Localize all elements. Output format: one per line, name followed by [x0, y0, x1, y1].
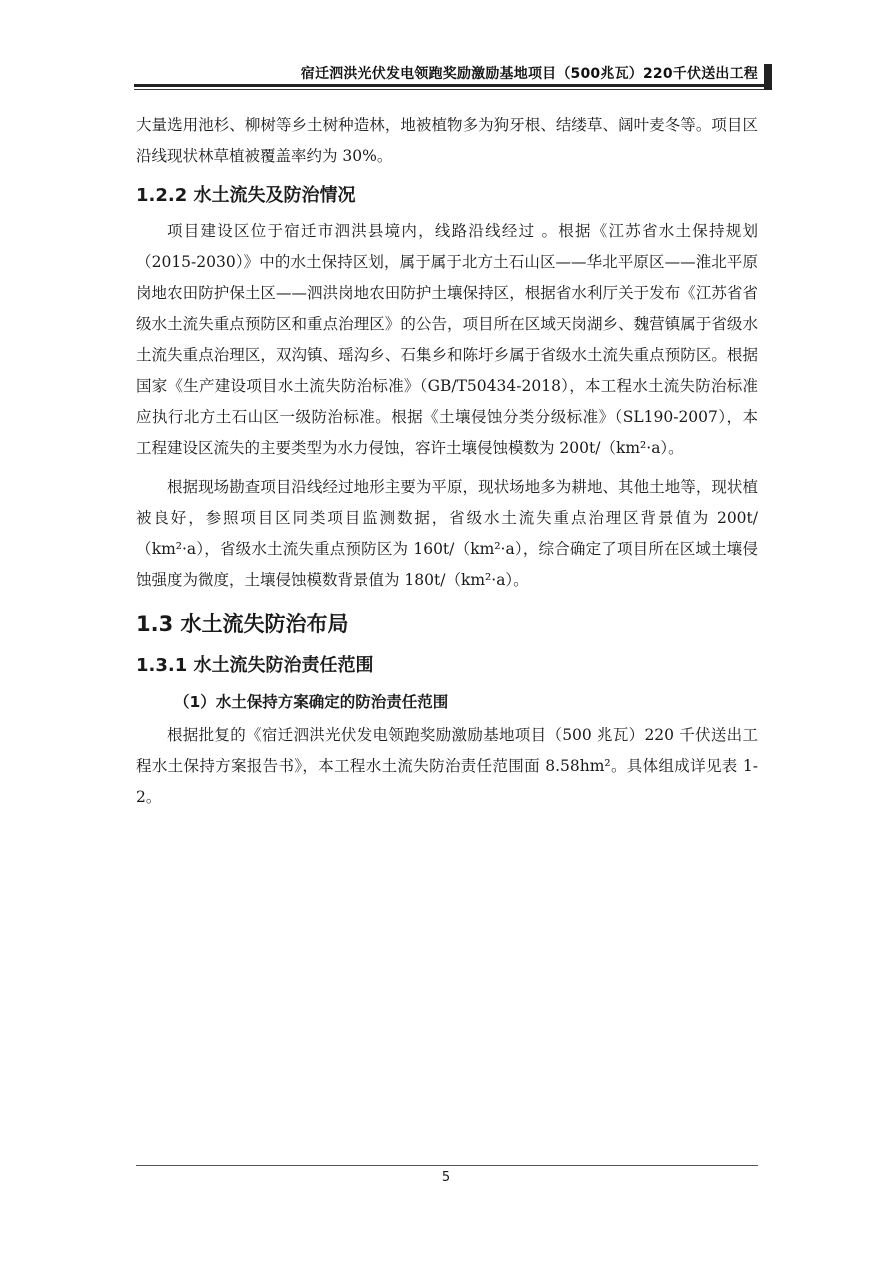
- page-body: [136, 110, 758, 813]
- paragraph-soil-erosion-zoning: 项目建设区位于宿迁市泗洪县境内，线路沿线经过 。根据《江苏省水土保持规划（2015-2030）》中的水土保持区划，属于属于北方土石山区——华北平原区——淮北平原岗地农田防护保土区——泗洪岗地农田防护土壤保持区，根据省水利厅关于发布《江苏省省级水土流失重点预防区和重点治理区》的公告，项目所在区域天岗湖乡、魏营镇属于省级水土流失重点治理区，双沟镇、瑶沟乡、石集乡和陈圩乡属于省级水土流失重点预防区。根据国家《生产建设项目水土流失防治标准》（GB/T50434-2018），本工程水土流失防治标准应执行北方土石山区一级防治标准。根据《土壤侵蚀分类分级标准》（SL190-2007），本工程建设区流失的主要类型为水力侵蚀，容许土壤侵蚀模数为 200t/（km²·a）。: [136, 222, 758, 457]
- running-header-title: 宿迁泗洪光伏发电领跑奖励激励基地项目（500兆瓦）220千伏送出工程: [300, 66, 758, 82]
- paragraph-vegetation: 大量选用池杉、柳树等乡土树种造林，地被植物多为狗牙根、结缕草、阔叶麦冬等。项目区沿线现状林草植被覆盖率约为 30%。: [136, 116, 758, 165]
- section-heading-1-3: 1.3 水土流失防治布局: [136, 612, 349, 636]
- header-corner-block: [764, 64, 772, 90]
- section-heading-1-3-1: 1.3.1 水土流失防治责任范围: [136, 655, 374, 676]
- footer-rule: [136, 1165, 758, 1166]
- header-rule-thin: [134, 89, 766, 90]
- header-rule: [134, 84, 766, 87]
- subsection-heading-responsibility-scope: （1）水土保持方案确定的防治责任范围: [174, 693, 449, 711]
- page-number: 5: [441, 1170, 451, 1185]
- paragraph-responsibility-scope: 根据批复的《宿迁泗洪光伏发电领跑奖励激励基地项目（500 兆瓦）220 千伏送出工程水土保持方案报告书》，本工程水土流失防治责任范围面 8.58hm²。具体组成详见表 1-2。: [136, 726, 758, 806]
- section-heading-1-2-2: 1.2.2 水土流失及防治情况: [136, 185, 356, 206]
- paragraph-gap: [136, 464, 758, 472]
- paragraph-background-values: 根据现场勘查项目沿线经过地形主要为平原，现状场地多为耕地、其他土地等，现状植被良好，参照项目区同类项目监测数据，省级水土流失重点治理区背景值为 200t/（km²·a），省级水土流失重点预防区为 160t/（km²·a），综合确定了项目所在区域土壤侵蚀强度为微度，土壤侵蚀模数背景值为 180t/（km²·a）。: [136, 478, 758, 589]
